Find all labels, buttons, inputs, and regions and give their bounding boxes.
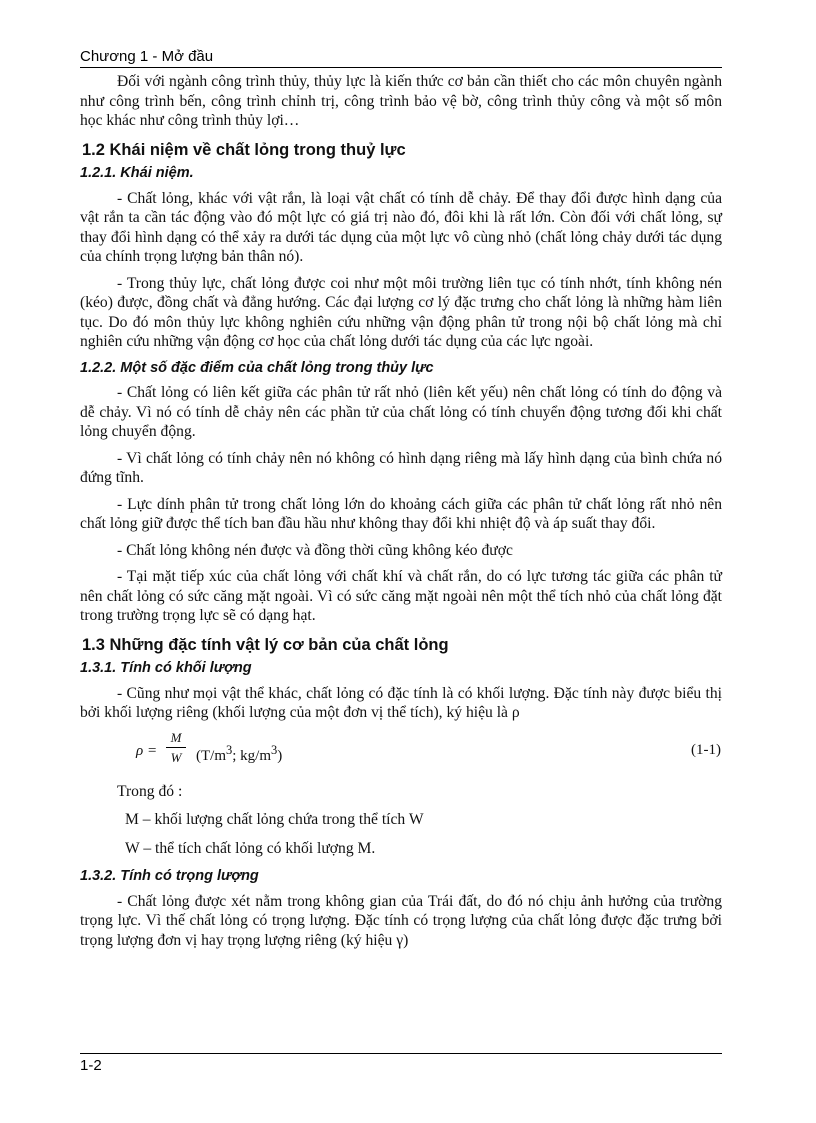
paragraph: - Tại mặt tiếp xúc của chất lỏng với chất khí và chất rắn, do có lực tương tác giữa các phân tử nên chất lỏng có sức căng mặt ngoài. Vì có sức căng mặt ngoài nên một thể tích nhỏ của chất lỏng đặt trong trường trọng lực sẽ có dạng hạt. [80,568,722,624]
paragraph: - Chất lỏng, khác với vật rắn, là loại vật chất có tính dễ chảy. Để thay đổi được hình dạng của vật rắn ta cần tác động vào đó một lực có giá trị nào đó, đôi khi là rất lớn. Còn đối với chất lỏng, sự thay đổi hình dạng có thể xảy ra dưới tác dụng của một lực vô cùng nhỏ (chất lỏng chảy dưới tác dụng của chính trọng lượng bản thân nó). [80,189,722,265]
paragraph: - Vì chất lỏng có tính chảy nên nó không có hình dạng riêng mà lấy hình dạng của bình chứa nó đứng tĩnh. [80,449,722,486]
page-number: 1-2 [80,1057,102,1074]
subsection-heading-1-2-1: 1.2.1. Khái niệm. [80,165,194,181]
definition-item: M – khối lượng chất lỏng chứa trong thể tích W [125,811,424,828]
paragraph: - Trong thủy lực, chất lỏng được coi như một môi trường liên tục có tính nhớt, tính không nén (kéo) được, đồng chất và đẳng hướng. Các đại lượng cơ lý đặc trưng cho chất lỏng là những hàm liên tục. Do đó môn thủy lực không nghiên cứu những vận động phân tử trong nội bộ chất lỏng mà chỉ nghiên cứu những vận động cơ học của chất lỏng dưới tác dụng của các lực ngoài. [80,274,722,350]
subsection-heading-1-3-1: 1.3.1. Tính có khối lượng [80,660,252,676]
subsection-heading-1-2-2: 1.2.2. Một số đặc điểm của chất lỏng trong thủy lực [80,359,434,376]
paragraph: - Chất lỏng không nén được và đồng thời cũng không kéo được [117,541,513,559]
subsection-heading-1-3-2: 1.3.2. Tính có trọng lượng [80,868,259,884]
definition-item: W – thể tích chất lỏng có khối lượng M. [125,839,376,857]
section-heading-1-2: 1.2 Khái niệm về chất lỏng trong thuỷ lực [82,140,406,159]
where-label: Trong đó : [117,782,183,800]
formula-numerator: M [166,730,186,748]
running-header: Chương 1 - Mở đầu [80,48,214,65]
equation-number: (1-1) [691,741,721,758]
paragraph: - Chất lỏng có liên kết giữa các phân tử rất nhỏ (liên kết yếu) nên chất lỏng có tính do động và dễ chảy. Vì nó có tính dễ chảy nên các phần tử của chất lỏng có tính chuyển động tương đối khi chất lỏng chuyển động. [80,384,722,440]
intro-paragraph: Đối với ngành công trình thủy, thủy lực là kiến thức cơ bản cần thiết cho các môn chuyên ngành như công trình bến, công trình chỉnh trị, công trình bảo vệ bờ, công trình thủy công và một số môn học khác như công trình thủy lợi… [80,73,722,129]
paragraph: - Cũng như mọi vật thể khác, chất lỏng có đặc tính là có khối lượng. Đặc tính này được biểu thị bởi khối lượng riêng (khối lượng của một đơn vị thể tích), ký hiệu là ρ [80,684,722,721]
density-formula [80,730,722,774]
footer-rule [80,1053,722,1054]
formula-units: ($T/m^3$; $kg/m^3$) [196,742,283,764]
section-heading-1-3: 1.3 Những đặc tính vật lý cơ bản của chất lỏng [82,635,449,654]
formula-fraction [166,730,186,766]
paragraph: - Lực dính phân tử trong chất lỏng lớn do khoảng cách giữa các phân tử chất lỏng rất nhỏ nên chất lỏng giữ được thể tích ban đầu hầu như không thay đổi khi nhiệt độ và áp suất thay đổi. [80,495,722,532]
formula-denominator: W [170,749,182,765]
paragraph: - Chất lỏng được xét nằm trong không gian của Trái đất, do đó nó chịu ảnh hưởng của trường trọng lực. Vì thế chất lỏng có trọng lượng. Đặc tính có trọng lượng của chất lỏng được đặc trưng bởi trọng lượng đơn vị hay trọng lượng riêng (ký hiệu γ) [80,892,722,949]
page-body [80,72,722,957]
formula-lhs: ρ = [136,742,158,759]
header-rule [80,67,722,68]
